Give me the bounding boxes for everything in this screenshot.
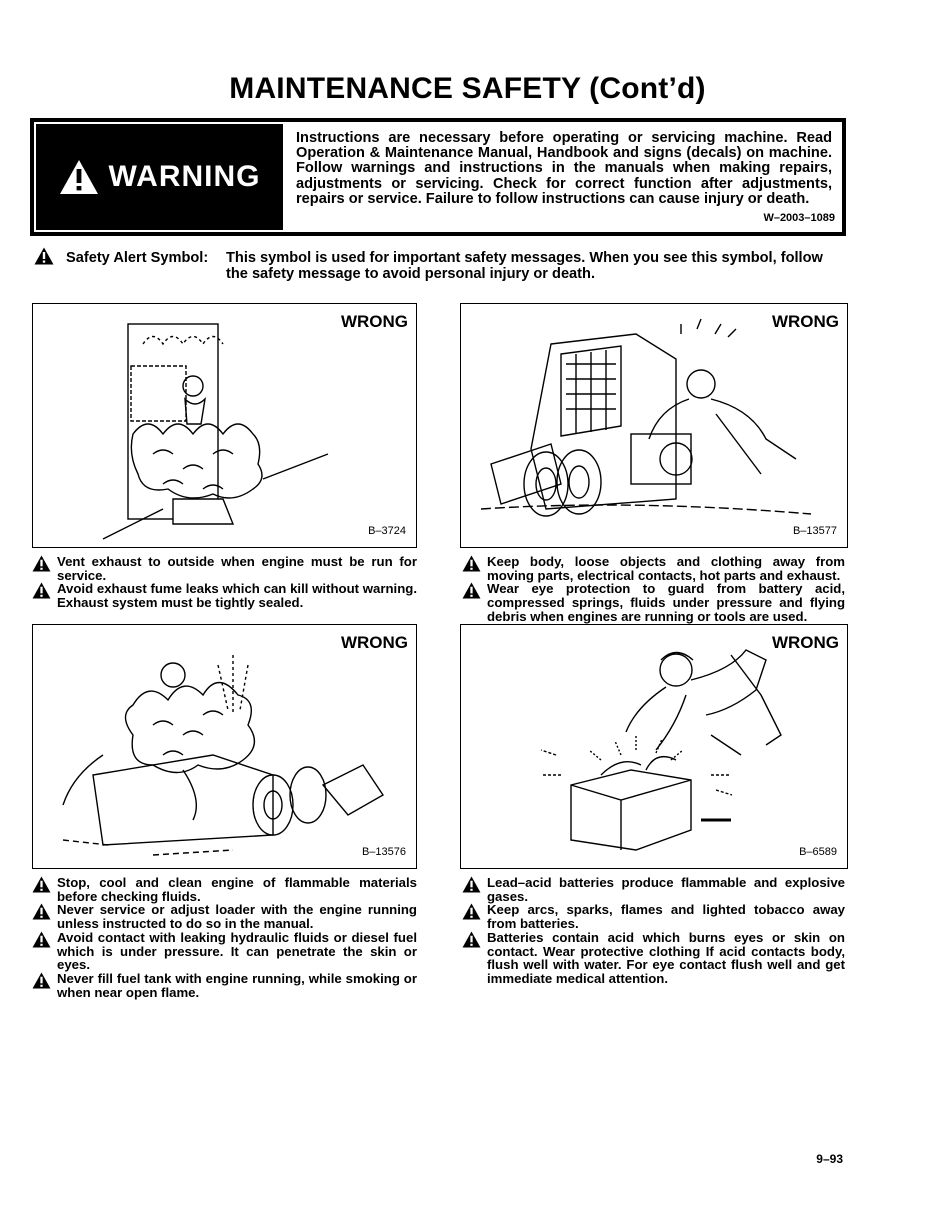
wrong-label: WRONG bbox=[340, 633, 408, 652]
safety-alert-icon bbox=[32, 582, 51, 599]
illustration-battery bbox=[460, 624, 848, 869]
engine-fire-illustration bbox=[33, 625, 417, 869]
safety-alert-text: This symbol is used for important safety messages. When you see this symbol, follow the safety message to avoid personal injury or death. bbox=[226, 250, 823, 282]
wrong-label: WRONG bbox=[771, 633, 839, 652]
figure-code: B–6589 bbox=[799, 846, 837, 858]
safety-alert-icon bbox=[462, 876, 481, 893]
safety-note: Wear eye protection to guard from battery acid, compressed springs, fluids under pressure and flying debris when engines are running or tools are used. bbox=[462, 582, 845, 623]
safety-alert-icon bbox=[34, 247, 54, 265]
warning-label: WARNING bbox=[108, 160, 261, 193]
loader-moving-parts-illustration bbox=[461, 304, 848, 548]
safety-alert-label: Safety Alert Symbol: bbox=[66, 250, 209, 266]
exhaust-notes bbox=[32, 555, 417, 610]
moving-parts-notes bbox=[462, 555, 845, 624]
exhaust-fumes-illustration bbox=[33, 304, 417, 548]
safety-note: Vent exhaust to outside when engine must be run for service. bbox=[32, 555, 417, 582]
safety-alert-icon bbox=[32, 931, 51, 948]
illustration-moving-parts bbox=[460, 303, 848, 548]
illustration-flammable bbox=[32, 624, 417, 869]
safety-alert-icon bbox=[32, 555, 51, 572]
safety-note: Batteries contain acid which burns eyes or skin on contact. Wear protective clothing If acid contacts body, flush well with water. For eye contact flush well and get immediate medical attention. bbox=[462, 931, 845, 986]
page-number: 9–93 bbox=[816, 1152, 843, 1166]
safety-alert-icon bbox=[32, 876, 51, 893]
battery-explosion-illustration bbox=[461, 625, 848, 869]
figure-code: B–3724 bbox=[368, 525, 406, 537]
warning-text: Instructions are necessary before operating or servicing machine. Read Operation & Maintenance Manual, Handbook and signs (decals) on machine. Follow warnings and instructions in the manuals when making repairs, adjustments or servicing. Check for correct function after adjustments, repairs or service. Failure to follow instructions can cause injury or death. bbox=[296, 130, 832, 207]
battery-notes bbox=[462, 876, 845, 986]
illustration-exhaust bbox=[32, 303, 417, 548]
safety-alert-icon bbox=[462, 555, 481, 572]
safety-alert-icon bbox=[462, 582, 481, 599]
safety-note: Never fill fuel tank with engine running, while smoking or when near open flame. bbox=[32, 972, 417, 999]
safety-note: Stop, cool and clean engine of flammable materials before checking fluids. bbox=[32, 876, 417, 903]
safety-note: Never service or adjust loader with the engine running unless instructed to do so in the manual. bbox=[32, 903, 417, 930]
safety-alert-icon bbox=[462, 903, 481, 920]
warning-badge bbox=[36, 124, 283, 230]
safety-note: Avoid contact with leaking hydraulic fluids or diesel fuel which is under pressure. It can penetrate the skin or eyes. bbox=[32, 931, 417, 972]
safety-alert-icon bbox=[32, 903, 51, 920]
safety-note: Lead–acid batteries produce flammable and explosive gases. bbox=[462, 876, 845, 903]
safety-note: Keep arcs, sparks, flames and lighted tobacco away from batteries. bbox=[462, 903, 845, 930]
wrong-label: WRONG bbox=[340, 312, 408, 331]
safety-alert-icon bbox=[32, 972, 51, 989]
safety-note: Avoid exhaust fume leaks which can kill without warning. Exhaust system must be tightly sealed. bbox=[32, 582, 417, 609]
figure-code: B–13576 bbox=[361, 846, 406, 858]
page-title: MAINTENANCE SAFETY (Cont’d) bbox=[229, 72, 706, 105]
wrong-label: WRONG bbox=[771, 312, 839, 331]
warning-code: W–2003–1089 bbox=[763, 212, 835, 224]
safety-note: Keep body, loose objects and clothing away from moving parts, electrical contacts, hot parts and exhaust. bbox=[462, 555, 845, 582]
safety-alert-icon bbox=[462, 931, 481, 948]
flammable-notes bbox=[32, 876, 417, 999]
figure-code: B–13577 bbox=[792, 525, 837, 537]
warning-alert-icon bbox=[59, 159, 99, 195]
